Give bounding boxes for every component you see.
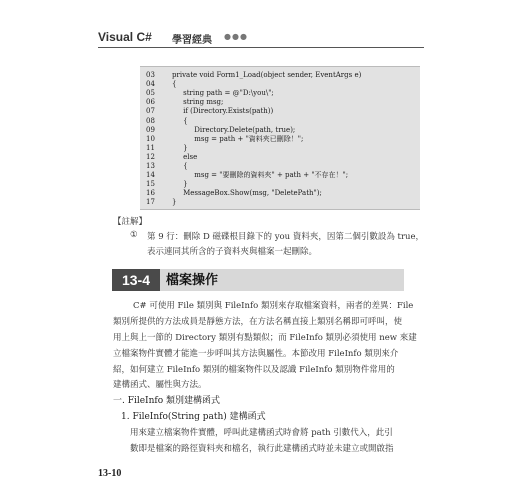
code-text: } [172, 180, 188, 189]
header-rule [98, 47, 424, 48]
code-text: MessageBox.Show(msg, "DeletePath"); [172, 189, 322, 198]
note-number: ① [130, 230, 138, 240]
code-text: msg = "要刪除的資料夾" + path + "不存在！"; [172, 171, 349, 180]
section-number: 13-4 [112, 269, 160, 291]
code-listing [140, 66, 420, 210]
code-line [140, 197, 420, 207]
running-header [98, 30, 428, 46]
code-text: { [172, 80, 177, 89]
code-text: string path = @"D:\you\"; [172, 89, 274, 98]
code-text: { [172, 116, 188, 125]
body-line: 數即是檔案的路徑資料夾和檔名，執行此建構函式時並未建立或開啟指 [130, 444, 394, 454]
code-line-number: 15 [146, 180, 155, 189]
code-text: Directory.Delete(path, true); [172, 125, 296, 134]
code-text: } [172, 198, 177, 207]
code-line-number: 11 [146, 143, 155, 152]
item-heading: 1. FileInfo(String path) 建構函式 [121, 412, 266, 422]
code-line-number: 06 [146, 98, 155, 107]
code-text: { [172, 162, 188, 170]
paragraph-line: 建構函式、屬性與方法。 [113, 380, 207, 390]
body-line: 用來建立檔案物件實體，呼叫此建構函式時會將 path 引數代入，此引 [130, 428, 393, 438]
code-text: msg = path + "資料夾已刪除！"; [172, 134, 304, 143]
subsection-heading: 一. FileInfo 類別建構函式 [113, 396, 221, 406]
code-text: } [172, 143, 188, 152]
code-line-number: 12 [146, 152, 155, 161]
paragraph-line: 類別所提供的方法成員是靜態方法，在方法名稱直接上類別名稱即可呼叫，使 [113, 317, 403, 327]
note-label: 【註解】 [113, 217, 148, 227]
code-line-number: 05 [146, 89, 155, 98]
note-line-1: 第 9 行：刪除 D 磁碟根目錄下的 you 資料夾，因第二個引數設為 true， [147, 232, 425, 242]
note-line-2: 表示連同其所含的子資料夾與檔案一起刪除。 [147, 247, 318, 257]
page-number: 13-10 [98, 468, 122, 479]
book-title: Visual C# [98, 30, 152, 44]
code-line-number: 07 [146, 107, 155, 116]
paragraph-line: C# 可使用 File 類別與 FileInfo 類別來存取檔案資料，兩者的差異：File [133, 301, 414, 311]
code-line-number: 16 [146, 189, 155, 198]
code-line-number: 17 [146, 198, 155, 207]
header-dots-decoration: ●●● [224, 32, 248, 41]
code-line-number: 13 [146, 162, 155, 170]
series-title: 學習經典 [172, 35, 212, 46]
paragraph-line: 用上與上一節的 Directory 類別有點類似；而 FileInfo 類別必須使用 new 來建 [113, 333, 417, 343]
code-text: string msg; [172, 98, 224, 107]
paragraph-line: 立檔案物件實體才能進一步呼叫其方法與屬性。本節改用 FileInfo 類別來介 [113, 349, 399, 359]
section-heading [112, 269, 404, 291]
code-line-number: 09 [146, 125, 155, 134]
paragraph-line: 紹，如何建立 FileInfo 類別的檔案物件以及認識 FileInfo 類別物件常用的 [113, 365, 395, 375]
section-title: 檔案操作 [160, 269, 404, 291]
code-text: if (Directory.Exists(path)) [172, 107, 274, 116]
code-text: private void Form1_Load(object sender, EventArgs e) [172, 71, 362, 79]
code-text: else [172, 152, 198, 161]
code-line-number: 14 [146, 171, 155, 180]
code-line-number: 10 [146, 134, 155, 143]
code-line-number: 08 [146, 116, 155, 125]
code-line-number: 03 [146, 71, 155, 79]
code-line-number: 04 [146, 80, 155, 89]
